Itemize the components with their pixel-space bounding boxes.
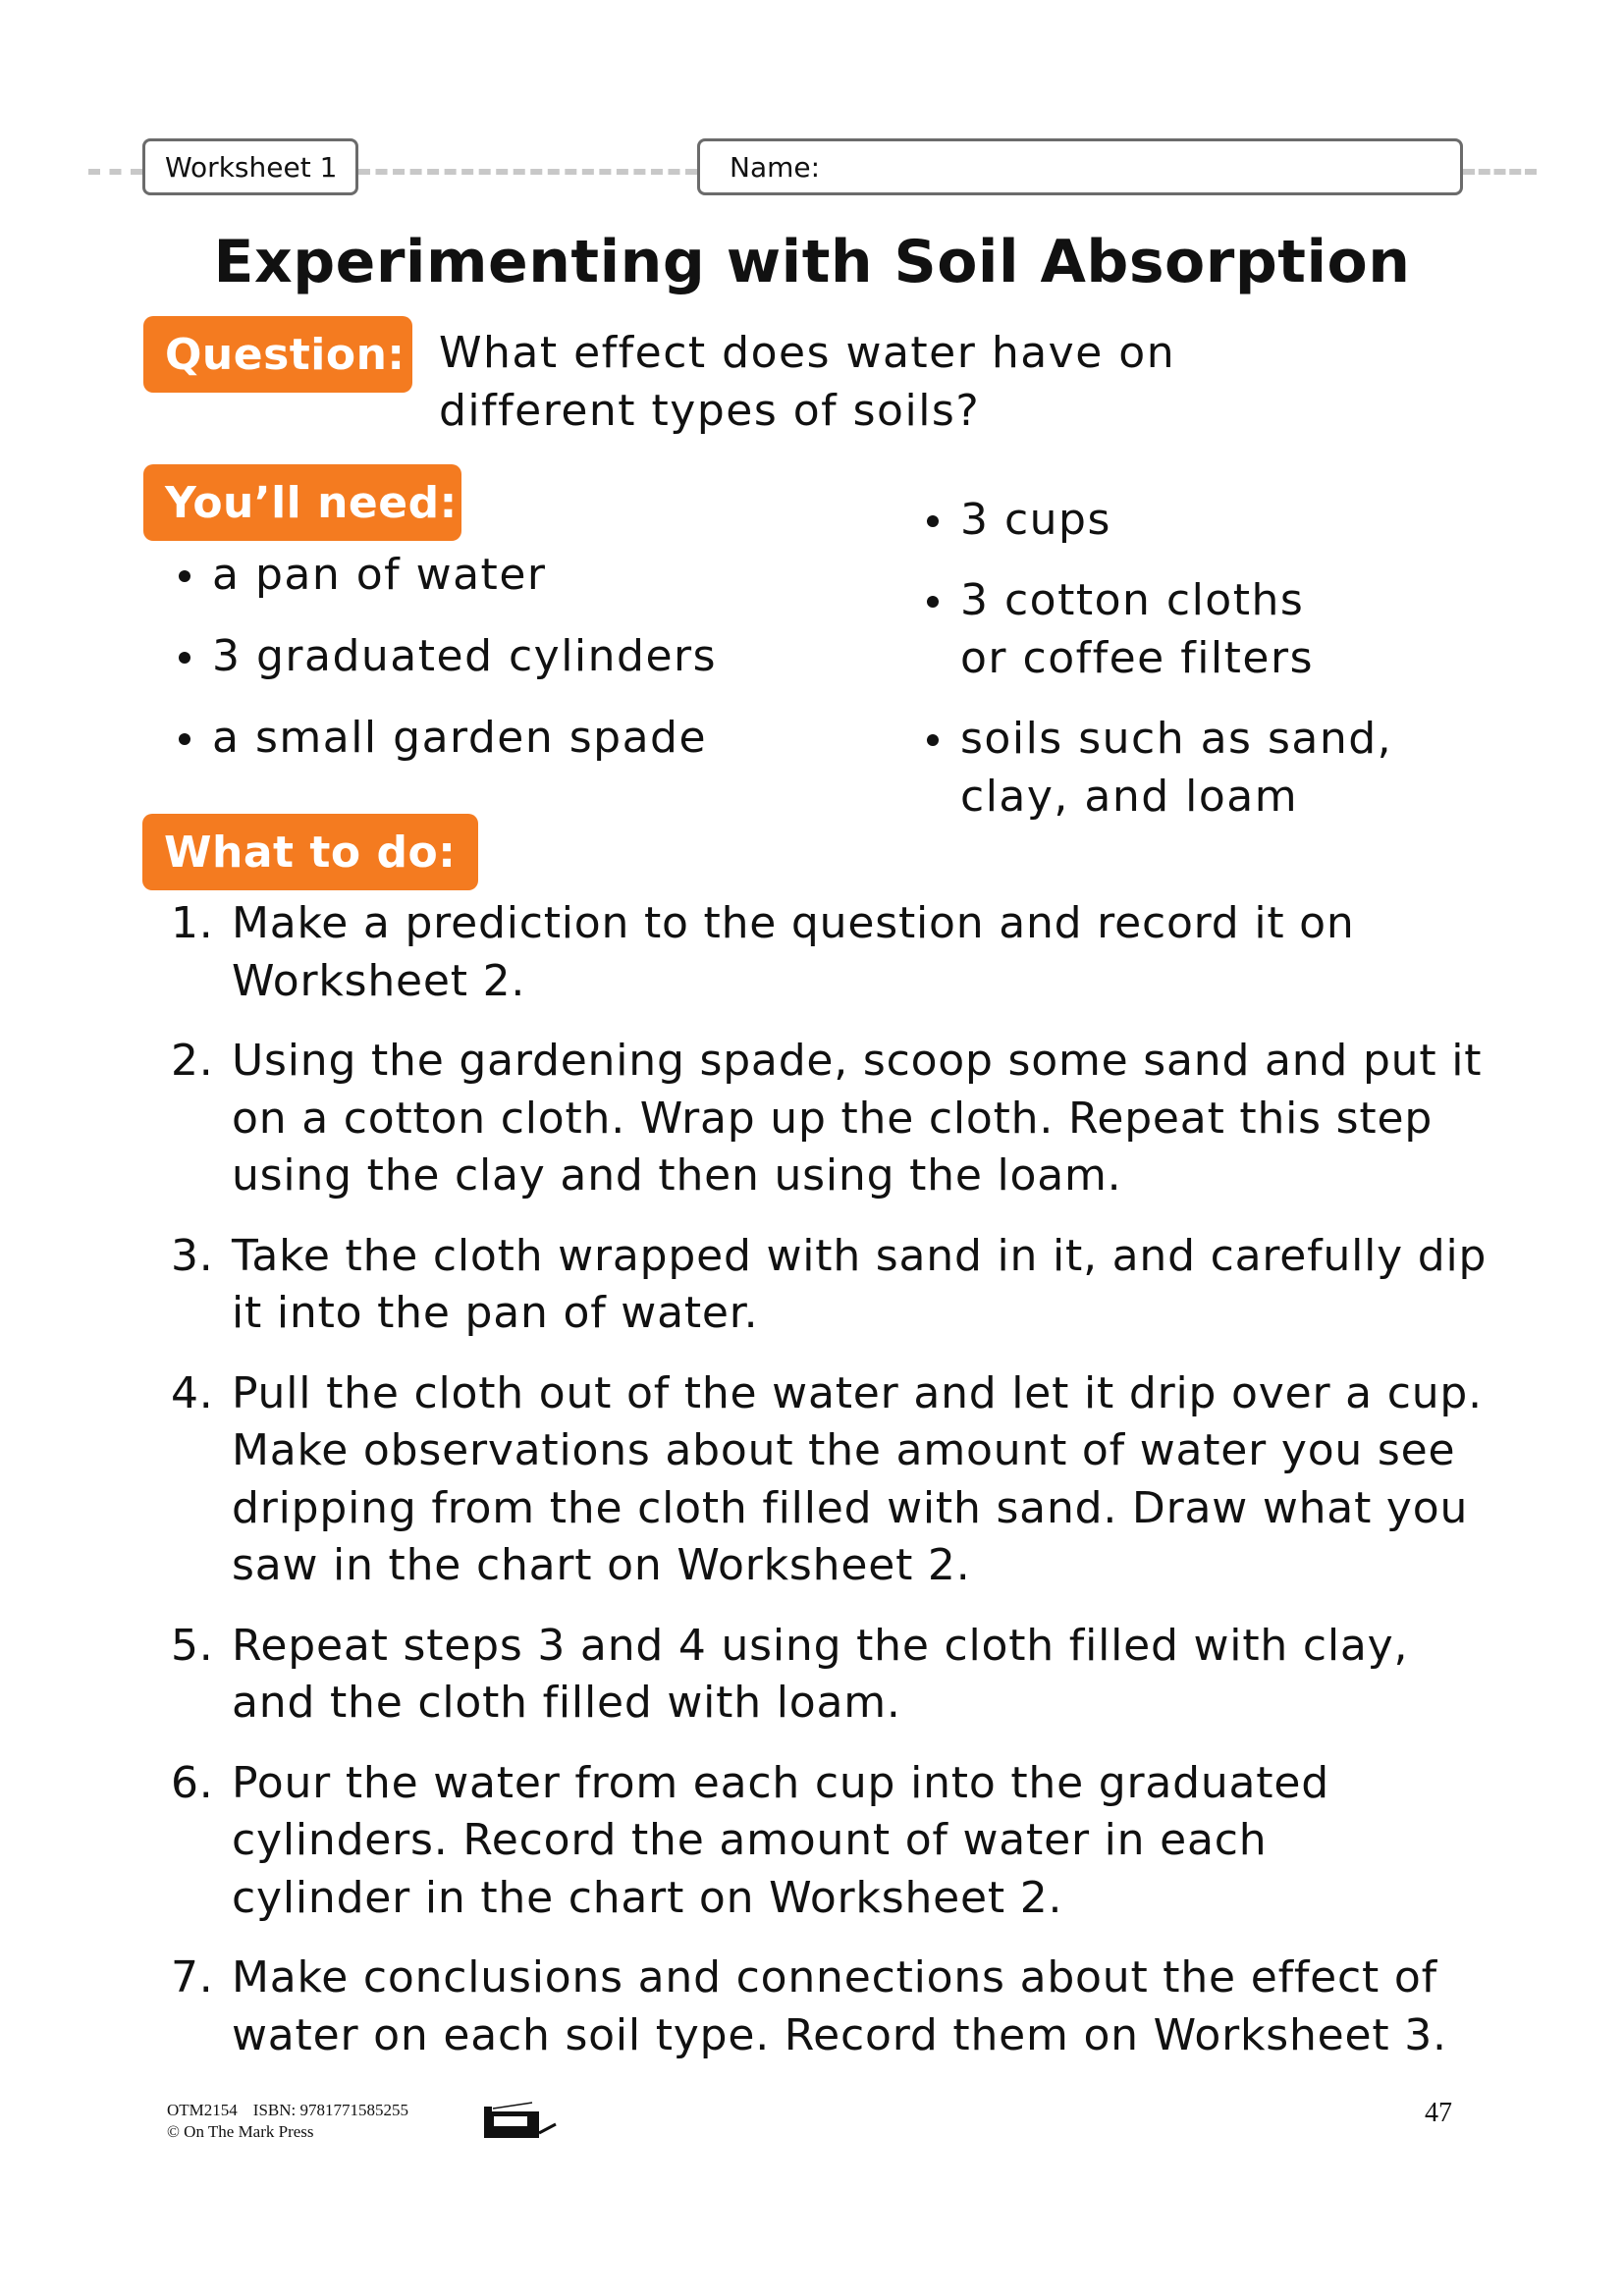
step-item [167, 1949, 1547, 2064]
question-tag [143, 316, 412, 393]
list-item-text: a pan of water [212, 550, 547, 600]
name-label: Name: [730, 150, 821, 184]
worksheet-label-box [142, 138, 358, 195]
page-number: 47 [1425, 2098, 1452, 2128]
list-item [905, 571, 1324, 687]
list-item [157, 627, 717, 685]
procedure-steps [167, 895, 1488, 2087]
step-text: Pour the water from each cup into the graduated cylinders. Record the amount of water in each cylinder in the chart on Worksheet 2. [232, 1757, 1329, 1923]
list-item-text: 3 graduated cylinders [212, 631, 718, 681]
list-item-text: 3 cups [960, 495, 1111, 545]
question-text [439, 324, 1323, 440]
step-number: 4. [171, 1367, 214, 1418]
list-item-text: soils such as sand, clay, and loam [960, 714, 1393, 822]
list-item [157, 546, 717, 604]
header-dash-middle [358, 169, 697, 175]
step-text: Repeat steps 3 and 4 using the cloth filled with clay, and the cloth filled with loam. [232, 1620, 1409, 1728]
step-number: 2. [171, 1036, 214, 1086]
list-item [157, 709, 717, 767]
list-item-text: a small garden spade [212, 713, 708, 763]
step-item [167, 895, 1430, 1010]
step-text: Pull the cloth out of the water and let it drip over a cup. Make observations about the amount of water you see dripping from the cloth filled with sand. Draw what you saw in the chart on Worksheet 2. [232, 1367, 1483, 1590]
header-dash-left [88, 169, 142, 175]
isbn: ISBN: 9781771585255 [252, 2101, 408, 2119]
step-number: 7. [171, 1952, 214, 2002]
list-item [905, 491, 1455, 549]
materials-tag-label: You’ll need: [165, 477, 458, 528]
bullet-icon [927, 734, 939, 746]
bullet-icon [927, 596, 939, 608]
procedure-tag-label: What to do: [164, 827, 457, 878]
copyright: © On The Mark Press [167, 2122, 314, 2141]
step-item [167, 1755, 1449, 1928]
list-item [905, 710, 1451, 826]
page-title: Experimenting with Soil Absorption [213, 228, 1411, 296]
step-number: 6. [171, 1757, 214, 1808]
header-dash-right [1463, 169, 1537, 175]
step-number: 1. [171, 898, 214, 948]
step-item [167, 1365, 1508, 1595]
procedure-tag [142, 814, 478, 890]
list-item-text: 3 cotton cloths or coffee filters [960, 575, 1314, 683]
step-item [167, 1618, 1489, 1733]
bullet-icon [179, 570, 190, 582]
name-field[interactable] [697, 138, 1463, 195]
product-code: OTM2154 [167, 2101, 238, 2119]
bullet-icon [179, 652, 190, 664]
step-text: Make a prediction to the question and record it on Worksheet 2. [232, 898, 1355, 1006]
step-item [167, 1228, 1489, 1343]
step-number: 5. [171, 1620, 214, 1671]
step-text: Using the gardening spade, scoop some sand and put it on a cotton cloth. Wrap up the cloth. Repeat this step using the clay and then using the loam. [232, 1036, 1483, 1201]
worksheet-label: Worksheet 1 [165, 150, 338, 184]
step-text: Take the cloth wrapped with sand in it, and carefully dip it into the pan of water. [232, 1230, 1488, 1338]
bullet-icon [927, 515, 939, 527]
step-number: 3. [171, 1230, 214, 1281]
bullet-icon [179, 733, 190, 745]
question-text-content: What effect does water have on different types of soils? [439, 328, 1176, 436]
step-text: Make conclusions and connections about the effect of water on each soil type. Record them on Worksheet 3. [232, 1952, 1447, 2060]
materials-list-left [157, 546, 717, 790]
question-tag-label: Question: [165, 329, 406, 380]
footer-line-1 [167, 2100, 408, 2121]
materials-list-right [905, 491, 1455, 848]
footer-publisher-info [167, 2100, 408, 2143]
photocopier-icon [481, 2101, 560, 2140]
step-item [167, 1033, 1483, 1205]
materials-tag [143, 464, 461, 541]
